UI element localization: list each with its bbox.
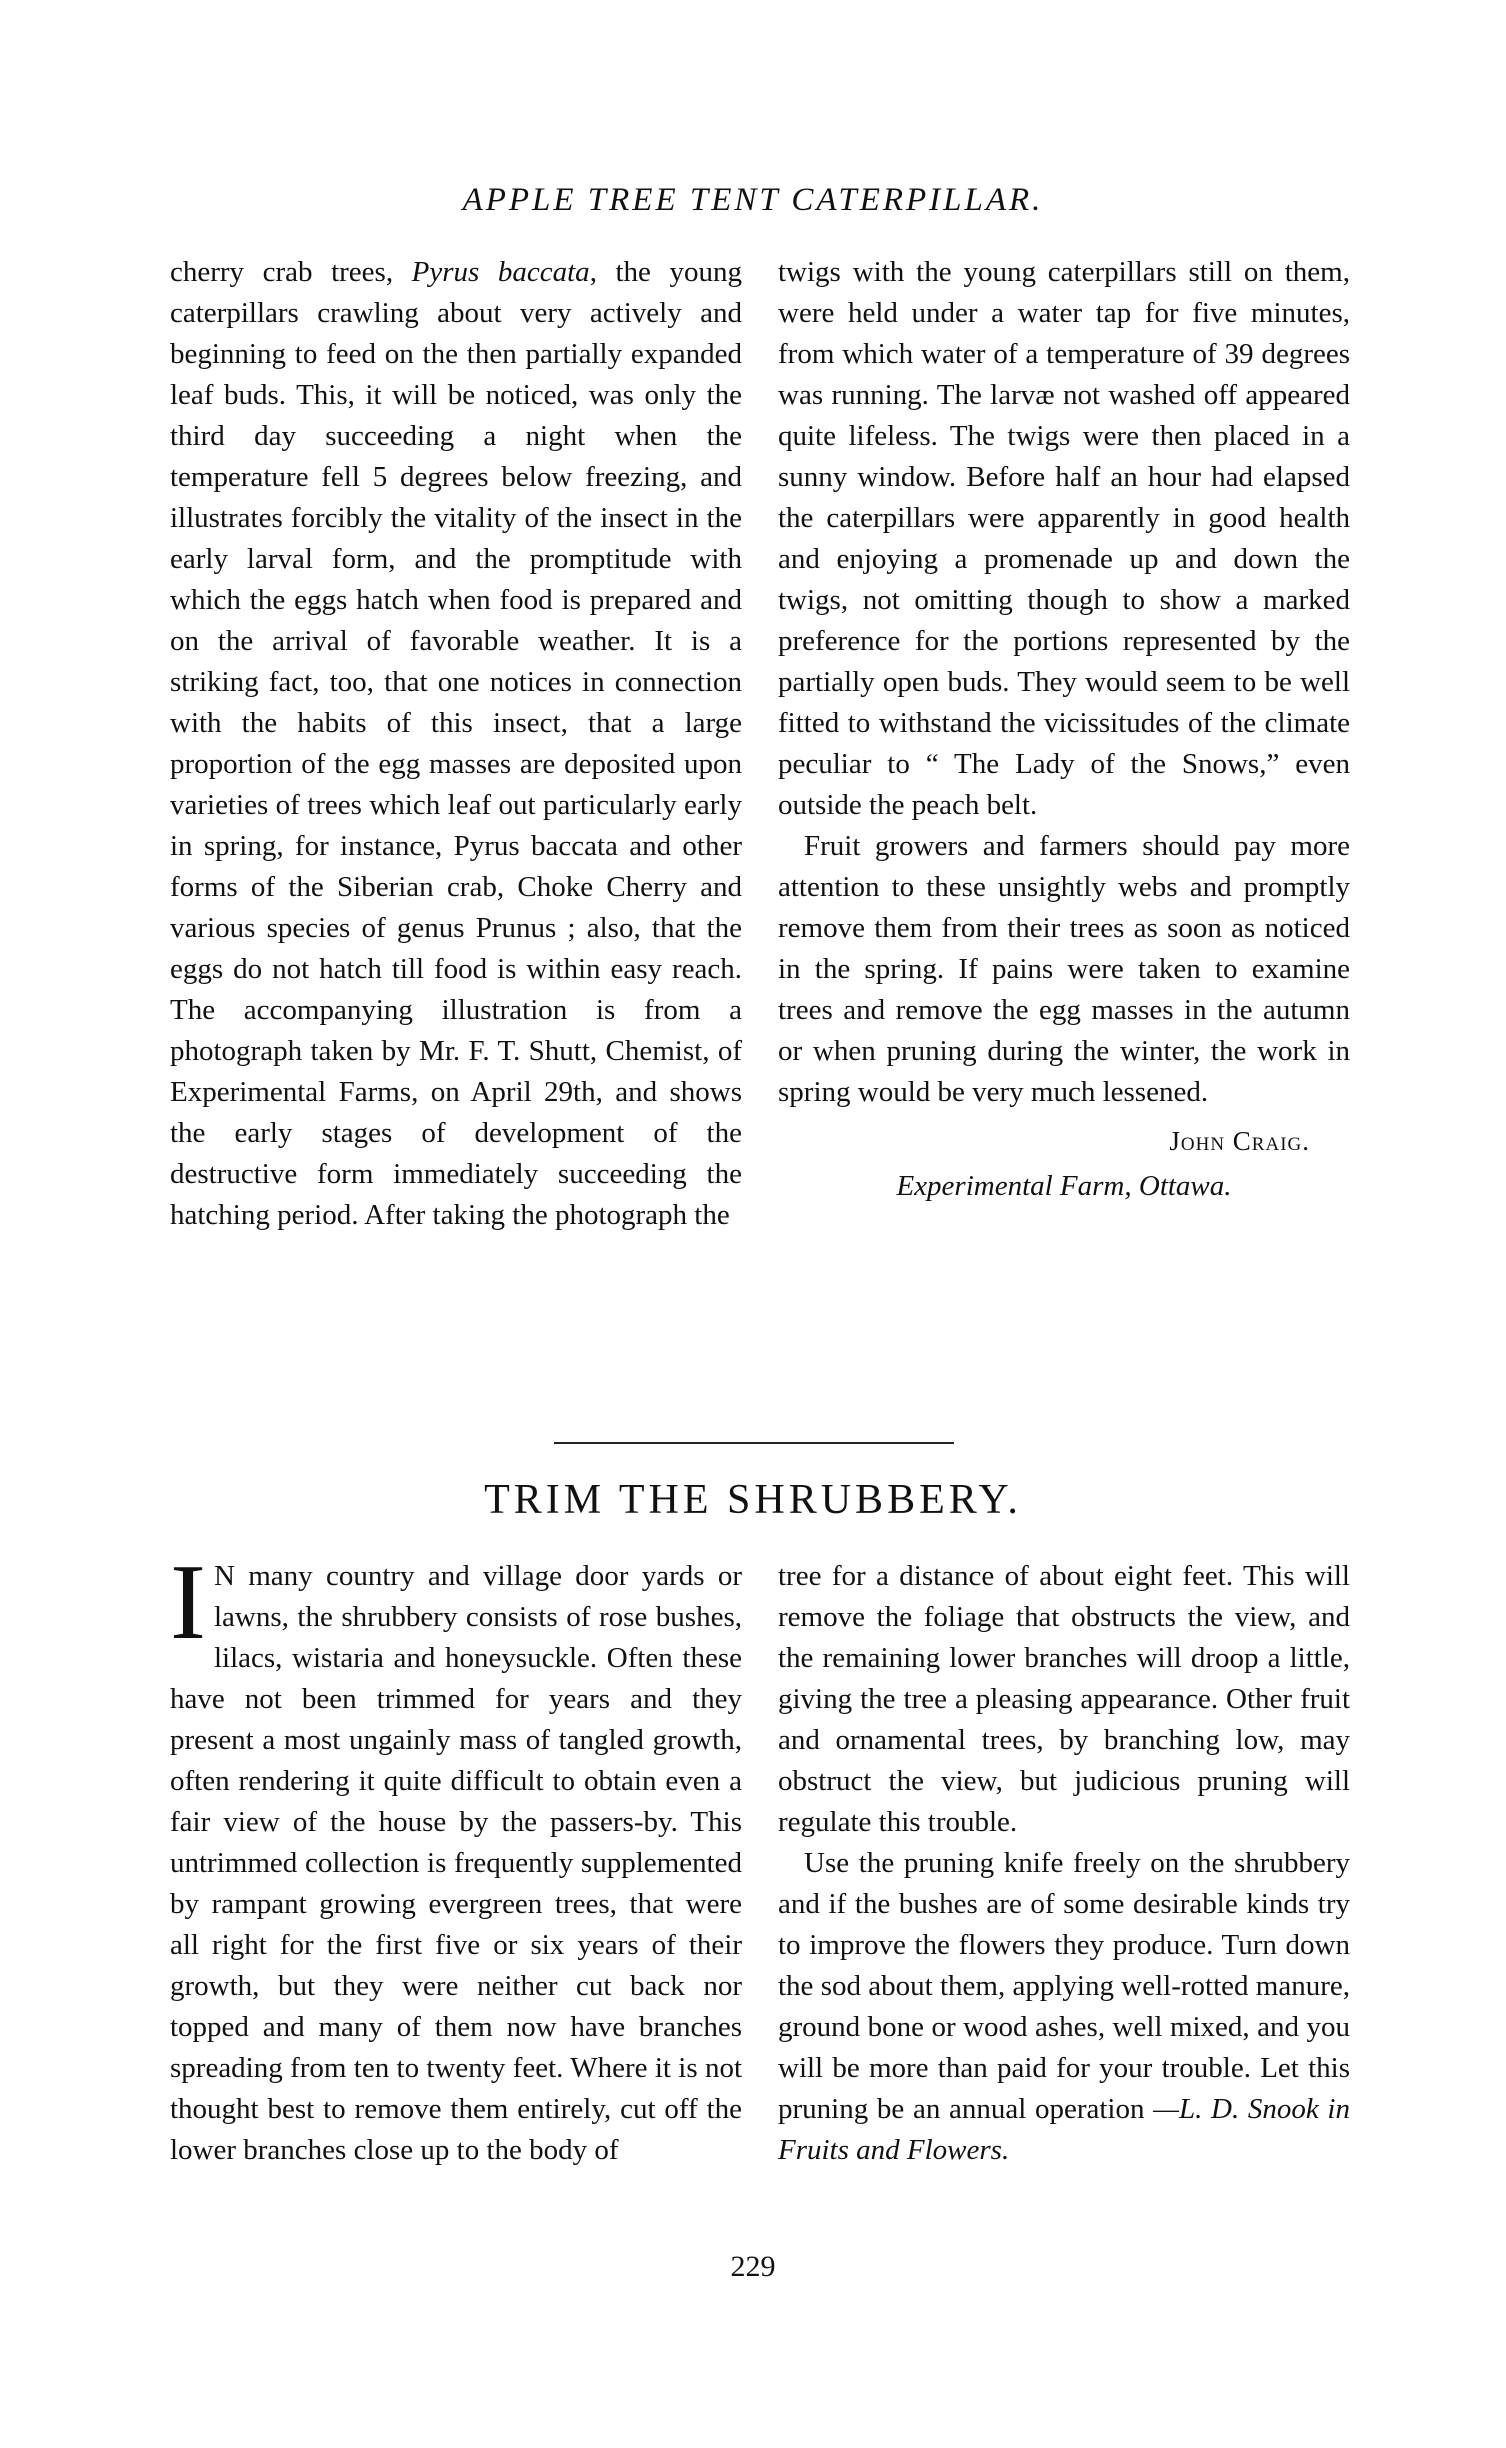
page-number: 229 xyxy=(730,2250,776,2283)
article2-paragraph-1-right: tree for a distance of about eight feet. This will remove the foliage that obstructs the view, and the remaining lower branches will droop a little, giving the tree a pleasing appearance. Other fruit and ornamental trees, by branching low, may obstruct the view, but judicious pruning will regulate this trouble. xyxy=(778,1560,1350,1838)
running-head: APPLE TREE TENT CATERPILLAR. xyxy=(462,182,1044,218)
article2-right-column xyxy=(778,1556,1350,2171)
signature-place: Experimental Farm, Ottawa. xyxy=(896,1170,1232,1202)
article1-left-column xyxy=(170,252,742,1236)
article2-credit: —L. D. Snook in Fruits and Flowers. xyxy=(778,2093,1350,2166)
article1-paragraph-1-left: cherry crab trees, Pyrus baccata, the young caterpillars crawling about very actively and beginning to feed on the then partially expanded leaf buds. This, it will be noticed, was only the third day succeeding a night when the temperature fell 5 degrees below freezing, and illustrates forcibly the vitality of the insect in the early larval form, and the promptitude with which the eggs hatch when food is prepared and on the arrival of favorable weather. It is a striking fact, too, that one notices in connection with the habits of this insect, that a large proportion of the egg masses are deposited upon varieties of trees which leaf out particularly early in spring, for instance, Pyrus baccata and other forms of the Siberian crab, Choke Cherry and various species of genus Prunus ; also, that the eggs do not hatch till food is within easy reach. The accompanying illustration is from a photograph taken by Mr. F. T. Shutt, Chemist, of Experimental Farms, on April 29th, and shows the early stages of development of the destructive form immediately succeeding the hatching period. After taking the photograph the xyxy=(170,256,742,1231)
article2-paragraph-1-left: N many country and village door yards or lawns, the shrubbery consists of rose bushes, lilacs, wistaria and honeysuckle. Often these have not been trimmed for years and they present a most ungainly mass of tangled growth, often rendering it quite difficult to obtain even a fair view of the house by the passers-by. This untrimmed collection is frequently supplemented by rampant growing evergreen trees, that were all right for the first five or six years of their growth, but they were neither cut back nor topped and many of them now have branches spreading from ten to twenty feet. Where it is not thought best to remove them entirely, cut off the lower branches close up to the body of xyxy=(170,1560,742,2166)
article2-paragraph-2 xyxy=(778,1843,1350,2171)
section-divider xyxy=(554,1442,954,1444)
article1-right-column xyxy=(778,252,1350,1207)
drop-cap: I xyxy=(170,1543,206,1662)
article1-paragraph-1-right: twigs with the young caterpillars still on them, were held under a water tap for five minutes, from which water of a temperature of 39 degrees was running. The larvæ not washed off appeared quite lifeless. The twigs were then placed in a sunny window. Before half an hour had elapsed the caterpillars were apparently in good health and enjoying a promenade up and down the twigs, not omitting though to show a marked preference for the portions represented by the partially open buds. They would seem to be well fitted to withstand the vicissitudes of the climate peculiar to “ The Lady of the Snows,” even outside the peach belt. xyxy=(778,256,1350,821)
article-title: TRIM THE SHRUBBERY. xyxy=(484,1477,1022,1523)
article2-paragraph-2-body: Use the pruning knife freely on the shrubbery and if the bushes are of some desirable kinds try to improve the flowers they produce. Turn down the sod about them, applying well-rotted manure, ground bone or wood ashes, well mixed, and you will be more than paid for your trouble. Let this pruning be an annual operation xyxy=(778,1847,1350,2125)
article2-left-column xyxy=(170,1543,742,2171)
article1-paragraph-2: Fruit growers and farmers should pay more attention to these unsightly webs and promptly remove them from their trees as soon as noticed in the spring. If pains were taken to examine trees and remove the egg masses in the autumn or when pruning during the winter, the work in spring would be very much lessened. xyxy=(778,830,1350,1108)
signature-name: John Craig. xyxy=(1169,1126,1310,1156)
